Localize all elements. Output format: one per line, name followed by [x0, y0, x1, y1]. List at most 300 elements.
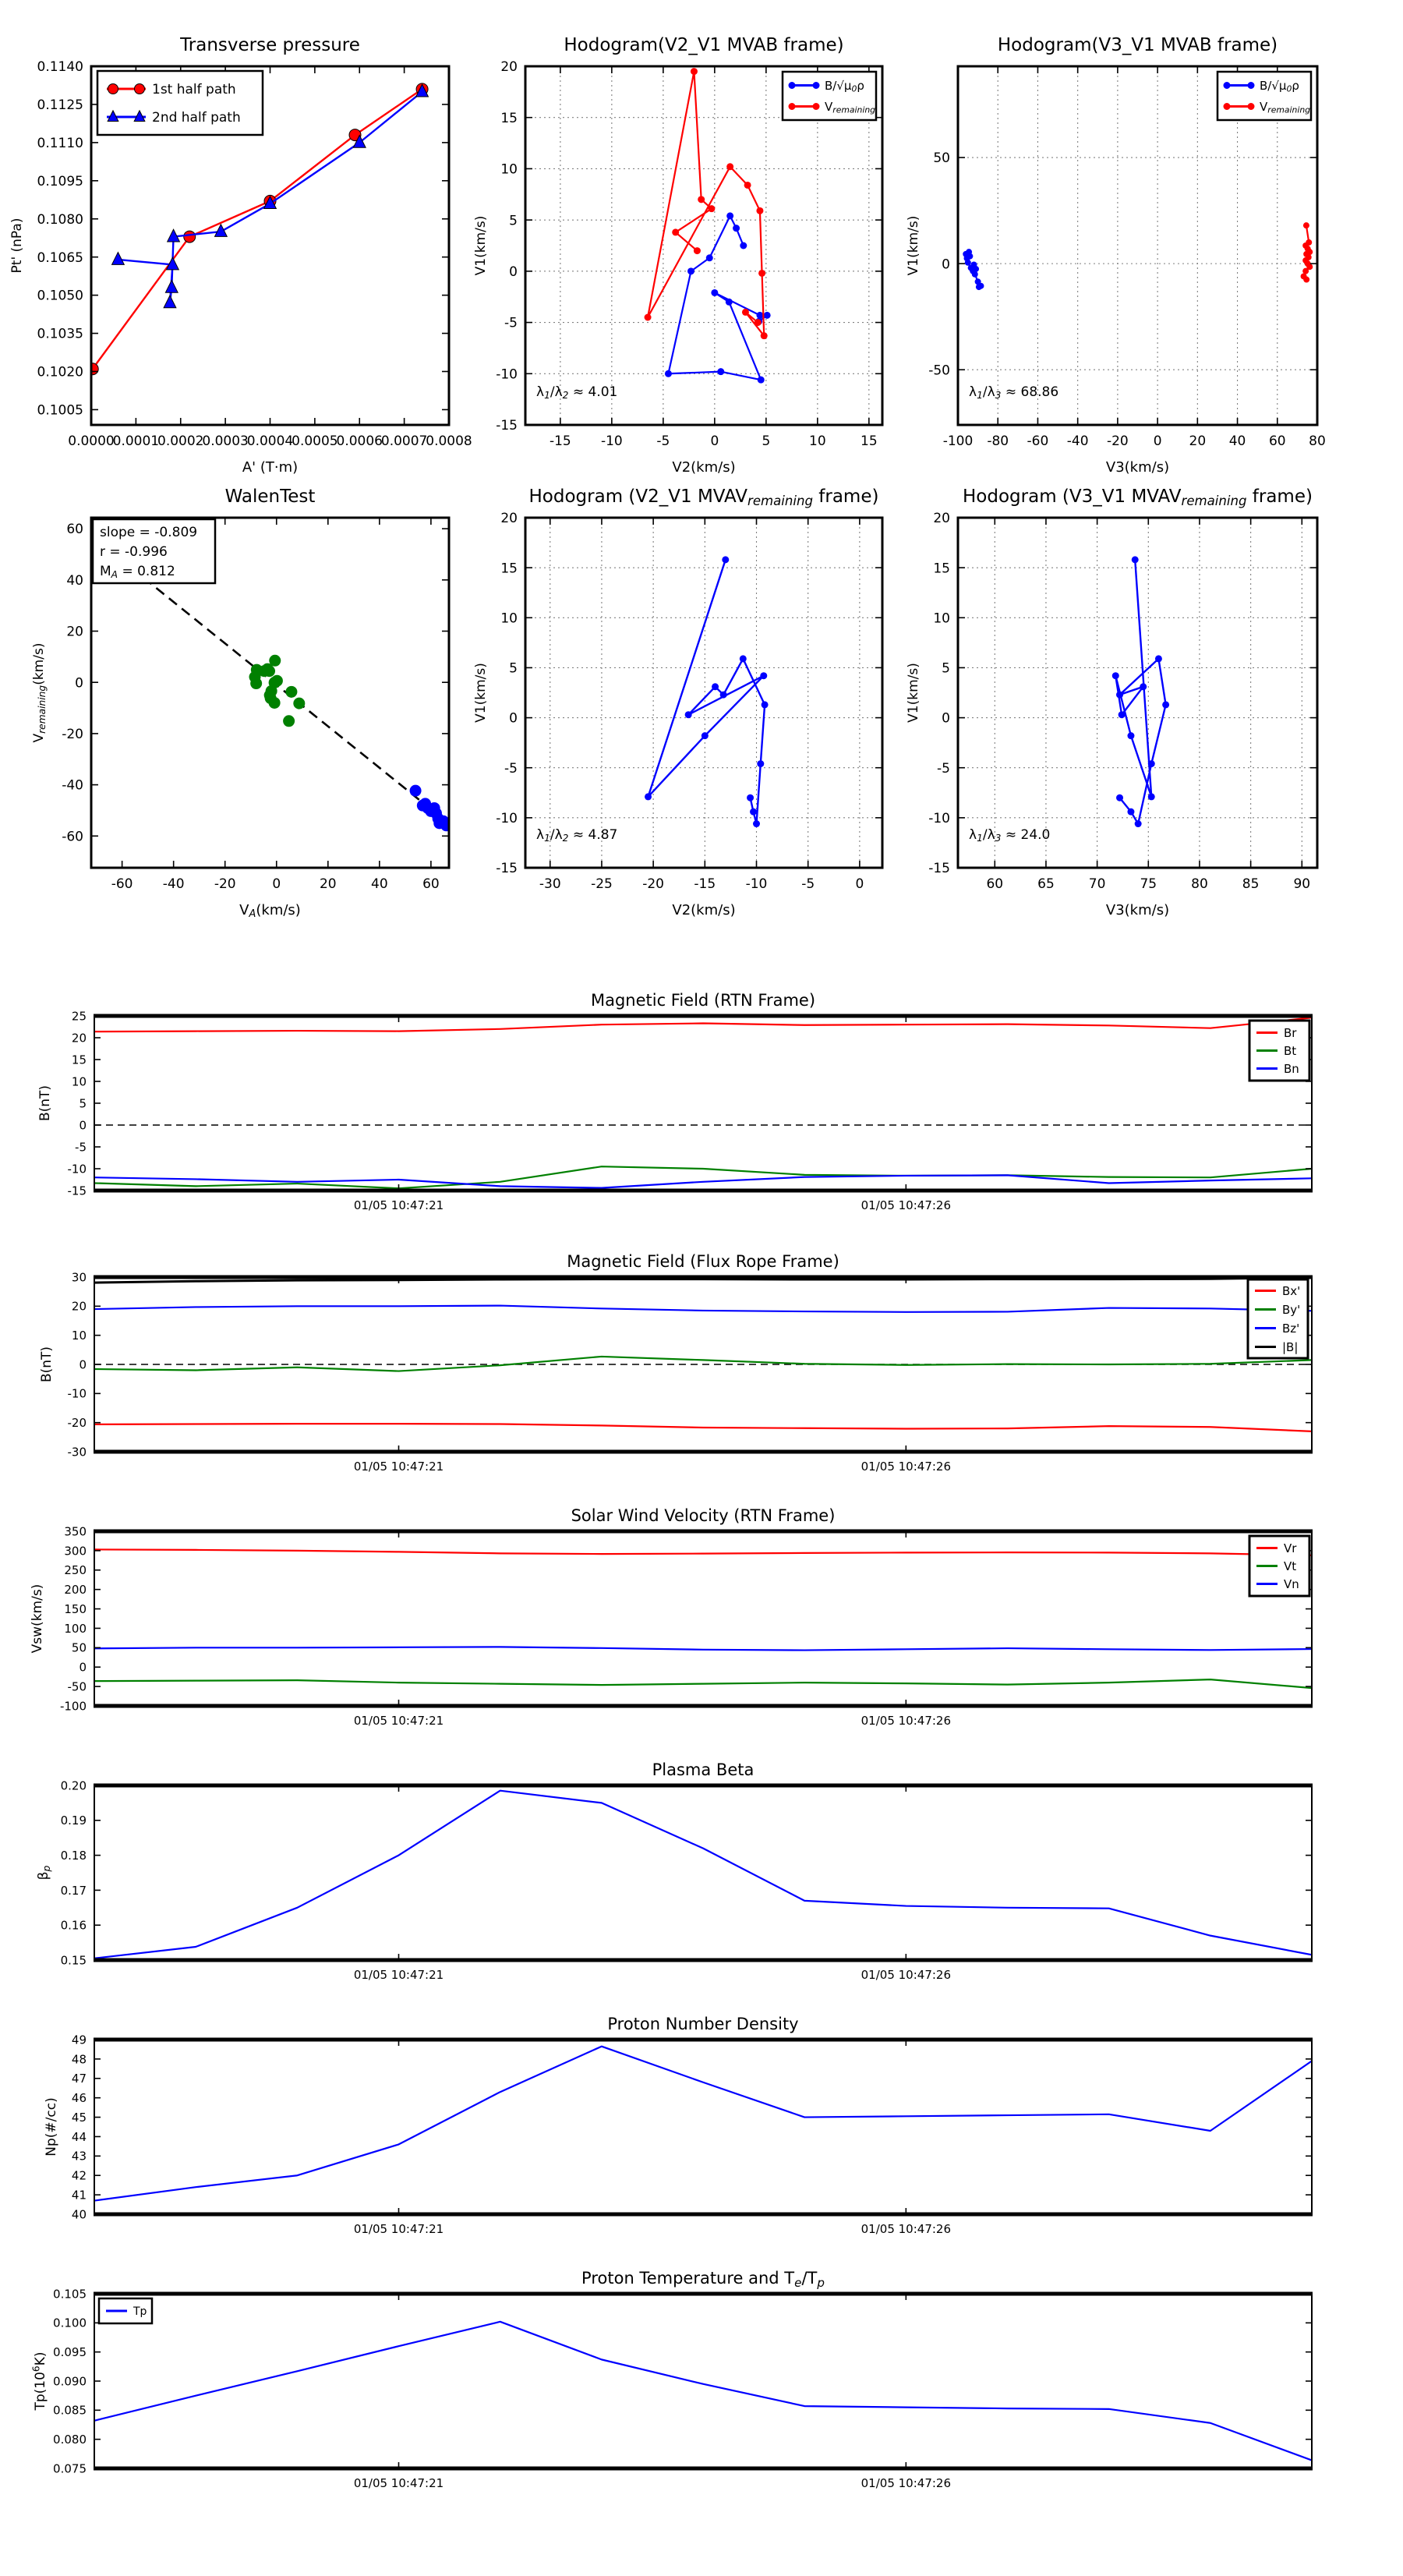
- x-tick-label: -20: [642, 876, 665, 892]
- x-tick-label: -15: [694, 876, 716, 892]
- y-tick-label: 0.1035: [37, 326, 83, 342]
- y-tick-label: 45: [71, 2110, 87, 2125]
- legend-label: Vremaining: [825, 99, 876, 115]
- x-tick-label: -20: [214, 876, 236, 892]
- point-marker: [972, 271, 978, 278]
- x-tick-label: -60: [1027, 433, 1049, 449]
- proton-number-density-ylabel: Np(#/cc): [44, 2097, 59, 2157]
- point-marker: [742, 309, 749, 316]
- y-tick-label: -20: [62, 727, 83, 743]
- solar-wind-velocity-rtn-series-Vt: [94, 1679, 1312, 1688]
- proton-temperature-ylabel: $Tp(10^6K)$: [30, 2351, 48, 2411]
- point-marker: [665, 370, 672, 377]
- annotation-text: r = -0.996: [100, 544, 168, 560]
- point-marker: [1148, 760, 1155, 767]
- point-marker: [685, 711, 692, 718]
- y-tick-label: 0: [79, 1660, 87, 1675]
- x-tick-label: 0.0006: [336, 433, 383, 449]
- y-tick-label: 0: [79, 1118, 87, 1133]
- point-marker: [1248, 82, 1255, 89]
- y-tick-label: 15: [933, 561, 950, 577]
- y-tick-label: 10: [500, 161, 518, 178]
- legend-label: 2nd half path: [152, 110, 241, 126]
- y-tick-label: 10: [933, 610, 950, 627]
- point-marker: [1127, 809, 1134, 816]
- hodogram-v3v1-mvav-ylabel: V1(km/s): [906, 663, 921, 723]
- annotation-text: λ1/λ2 ≈ 4.87: [536, 827, 618, 844]
- point-marker: [285, 686, 297, 698]
- legend-label: Vremaining: [1260, 99, 1311, 115]
- plasma-beta-series-beta-p: [94, 1791, 1312, 1959]
- proton-temperature-series-Tp: [94, 2322, 1312, 2461]
- x-tick-label: -30: [539, 876, 561, 892]
- point-marker: [758, 377, 765, 384]
- y-tick-label: 0.16: [60, 1918, 87, 1933]
- x-tick-label: -5: [801, 876, 815, 892]
- x-tick-label: -25: [591, 876, 613, 892]
- hodogram-v3v1-mvav-annotation: [969, 827, 1050, 844]
- x-tick-label: 01/05 10:47:21: [353, 2222, 444, 2236]
- hodogram-v2v1-mvav-annotation: [536, 827, 617, 844]
- proton-number-density-series-Np: [94, 2047, 1312, 2201]
- axes-frame: [94, 1016, 1312, 1191]
- y-tick-label: 150: [64, 1601, 87, 1616]
- chart-solar-wind-velocity-rtn: [30, 1506, 1313, 1728]
- y-tick-label: 0.1050: [37, 288, 83, 304]
- legend-label: By': [1282, 1302, 1301, 1317]
- point-marker: [691, 68, 698, 75]
- axes-frame: [94, 1785, 1312, 1960]
- chart-hodogram-v3v1-mvav: [906, 487, 1317, 918]
- point-marker: [672, 228, 679, 235]
- point-marker: [1116, 692, 1123, 699]
- point-marker: [973, 266, 979, 272]
- chart-magnetic-field-rtn: [37, 991, 1313, 1212]
- magnetic-field-rtn-ylabel: B(nT): [37, 1085, 53, 1122]
- point-marker: [702, 732, 709, 739]
- hodogram-v3v1-mvav-xlabel: V3(km/s): [1105, 902, 1170, 918]
- chart-proton-number-density: [44, 2015, 1313, 2236]
- x-tick-label: 75: [1140, 876, 1157, 892]
- y-tick-label: 20: [500, 511, 518, 527]
- point-marker: [1135, 820, 1142, 827]
- point-marker: [269, 697, 281, 709]
- transverse-pressure-xlabel: A' (T·m): [242, 459, 299, 476]
- y-tick-label: 20: [933, 511, 950, 527]
- point-marker: [761, 332, 768, 339]
- point-marker: [726, 212, 733, 219]
- y-tick-label: -5: [75, 1140, 87, 1155]
- point-marker: [717, 368, 724, 375]
- hodogram-v3v1-mvab-annotation: [969, 384, 1058, 401]
- y-tick-label: 10: [500, 610, 518, 627]
- legend-label: Tp: [133, 2305, 147, 2319]
- point-marker: [694, 247, 701, 254]
- legend-label: B/√μ0ρ: [825, 78, 864, 94]
- point-marker: [1303, 222, 1309, 228]
- y-tick-label: 10: [71, 1329, 87, 1343]
- point-marker: [108, 84, 118, 94]
- y-tick-label: 0.075: [53, 2461, 87, 2476]
- point-marker: [757, 760, 764, 767]
- hodogram-v3v1-mvab-xlabel: V3(km/s): [1105, 459, 1170, 476]
- x-tick-label: 0.0002: [157, 433, 204, 449]
- point-marker: [1132, 556, 1139, 563]
- legend-label: Vr: [1284, 1541, 1297, 1555]
- magnetic-field-rtn-series-Br: [94, 1017, 1312, 1031]
- point-marker: [87, 363, 98, 375]
- chart-hodogram-v3v1-mvab: [906, 35, 1326, 476]
- proton-temperature-legend: [99, 2298, 152, 2323]
- x-tick-label: -5: [656, 433, 670, 449]
- y-tick-label: -5: [937, 760, 950, 777]
- point-marker: [1224, 82, 1231, 89]
- walen-test-title: WalenTest: [224, 487, 316, 507]
- point-marker: [698, 196, 705, 203]
- x-tick-label: 40: [371, 876, 388, 892]
- point-marker: [726, 299, 733, 306]
- point-marker: [706, 254, 713, 261]
- magnetic-field-fluxrope-series-Bx': [94, 1424, 1312, 1431]
- x-tick-label: 0.0005: [292, 433, 338, 449]
- y-tick-label: 48: [71, 2052, 87, 2067]
- legend-label: Bn: [1284, 1061, 1299, 1076]
- x-tick-label: 01/05 10:47:26: [861, 1968, 952, 1982]
- legend-label: Vt: [1284, 1559, 1297, 1573]
- point-marker: [1119, 711, 1126, 718]
- x-tick-label: -40: [1066, 433, 1089, 449]
- x-tick-label: 85: [1242, 876, 1260, 892]
- point-marker: [1162, 701, 1169, 708]
- x-tick-label: 70: [1088, 876, 1106, 892]
- hodogram-v2v1-mvav-series-V-hodogram: [648, 560, 765, 824]
- x-tick-label: 65: [1037, 876, 1055, 892]
- y-tick-label: -10: [67, 1386, 87, 1401]
- point-marker: [1248, 103, 1255, 110]
- point-marker: [726, 163, 733, 170]
- y-tick-label: 50: [933, 150, 950, 167]
- x-tick-label: -100: [942, 433, 974, 449]
- y-tick-label: 250: [64, 1563, 87, 1578]
- hodogram-v2v1-mvab-series-B-sqrt-mu0rho: [668, 216, 767, 380]
- point-marker: [645, 314, 652, 321]
- y-tick-label: 10: [71, 1074, 87, 1089]
- walen-test-annotation: [93, 519, 215, 583]
- x-tick-label: 0: [272, 876, 281, 892]
- x-tick-label: 01/05 10:47:26: [861, 2476, 952, 2490]
- walen-test-xlabel: VA(km/s): [239, 902, 301, 921]
- annotation-text: MA = 0.812: [100, 564, 175, 581]
- point-marker: [1224, 103, 1231, 110]
- point-marker: [135, 84, 145, 94]
- y-tick-label: -50: [67, 1679, 87, 1694]
- legend-label: B/√μ0ρ: [1260, 78, 1299, 94]
- y-tick-label: -10: [496, 810, 518, 826]
- x-tick-label: 0.0000: [68, 433, 115, 449]
- hodogram-v3v1-mvab-ylabel: V1(km/s): [906, 215, 921, 276]
- y-tick-label: 0.1095: [37, 173, 83, 189]
- y-tick-label: 25: [71, 1009, 87, 1024]
- y-tick-label: 0.090: [53, 2374, 87, 2389]
- triangle-marker: [164, 295, 176, 308]
- solar-wind-velocity-rtn-ylabel: Vsw(km/s): [30, 1583, 45, 1654]
- point-marker: [756, 207, 763, 214]
- hodogram-v3v1-mvav-series-V-hodogram: [1115, 560, 1165, 824]
- x-tick-label: 15: [861, 433, 878, 449]
- point-marker: [1148, 793, 1155, 800]
- axes-frame: [94, 2294, 1312, 2468]
- x-tick-label: -40: [162, 876, 185, 892]
- y-tick-label: 0: [509, 264, 518, 280]
- y-tick-label: -15: [928, 861, 950, 877]
- point-marker: [1155, 655, 1162, 662]
- point-marker: [184, 231, 196, 242]
- y-tick-label: -20: [67, 1416, 87, 1431]
- point-marker: [965, 260, 971, 266]
- point-marker: [250, 678, 262, 689]
- y-tick-label: 0: [79, 1357, 87, 1372]
- solar-wind-velocity-rtn-series-Vn: [94, 1647, 1312, 1650]
- point-marker: [762, 701, 769, 708]
- y-tick-label: 0.105: [53, 2287, 87, 2302]
- annotation-text: λ1/λ2 ≈ 4.01: [536, 384, 618, 402]
- y-tick-label: 40: [66, 572, 83, 589]
- triangle-marker: [215, 225, 228, 237]
- x-tick-label: 80: [1191, 876, 1208, 892]
- point-marker: [789, 103, 796, 110]
- y-tick-label: 0: [942, 257, 950, 273]
- transverse-pressure-ylabel: Pt' (nPa): [9, 218, 25, 274]
- hodogram-v3v1-mvab-title: Hodogram(V3_V1 MVAB frame): [997, 35, 1278, 55]
- hodogram-v2v1-mvab-legend: [783, 72, 876, 120]
- proton-number-density-title: Proton Number Density: [607, 2015, 799, 2033]
- y-tick-label: 5: [509, 660, 518, 677]
- y-tick-label: 0.100: [53, 2316, 87, 2330]
- x-tick-label: 01/05 10:47:26: [861, 2222, 952, 2236]
- x-tick-label: 60: [422, 876, 440, 892]
- solar-wind-velocity-rtn-title: Solar Wind Velocity (RTN Frame): [571, 1506, 836, 1525]
- point-marker: [1140, 683, 1147, 690]
- point-marker: [813, 82, 820, 89]
- y-tick-label: 200: [64, 1583, 87, 1598]
- x-tick-label: -80: [987, 433, 1009, 449]
- point-marker: [758, 270, 765, 277]
- point-marker: [740, 655, 747, 662]
- point-marker: [711, 289, 718, 296]
- x-tick-label: 0: [855, 876, 864, 892]
- y-tick-label: -10: [928, 810, 950, 826]
- y-tick-label: 44: [71, 2129, 87, 2144]
- point-marker: [712, 683, 719, 690]
- walen-test-ylabel: Vremaining(km/s): [31, 642, 48, 743]
- y-tick-label: -15: [496, 861, 518, 877]
- magnetic-field-fluxrope-legend: [1248, 1279, 1308, 1358]
- hodogram-v2v1-mvab-title: Hodogram(V2_V1 MVAB frame): [564, 35, 844, 55]
- x-tick-label: 01/05 10:47:21: [353, 1968, 444, 1982]
- y-tick-label: 20: [71, 1299, 87, 1314]
- hodogram-v3v1-mvav-title: Hodogram (V3_V1 MVAVremaining frame): [963, 487, 1313, 509]
- x-tick-label: 01/05 10:47:26: [861, 1198, 952, 1212]
- legend-label: Bx': [1282, 1283, 1301, 1298]
- y-tick-label: 0.19: [60, 1813, 87, 1828]
- point-marker: [708, 205, 715, 212]
- y-tick-label: 20: [66, 624, 83, 640]
- legend-label: Bt: [1284, 1043, 1297, 1058]
- x-tick-label: 0.0004: [246, 433, 294, 449]
- legend-label: Br: [1284, 1025, 1297, 1040]
- x-tick-label: 90: [1293, 876, 1311, 892]
- transverse-pressure-title: Transverse pressure: [180, 35, 360, 55]
- point-marker: [967, 253, 973, 260]
- annotation-text: λ1/λ3 ≈ 24.0: [969, 827, 1051, 844]
- hodogram-v2v1-mvab-ylabel: V1(km/s): [473, 215, 489, 276]
- y-tick-label: 0.1020: [37, 364, 83, 380]
- y-tick-label: -15: [496, 418, 518, 434]
- solar-wind-velocity-rtn-legend: [1249, 1536, 1309, 1596]
- y-tick-label: 20: [500, 59, 518, 76]
- x-tick-label: 0: [1153, 433, 1162, 449]
- y-tick-label: -50: [928, 363, 950, 379]
- y-tick-label: 5: [942, 660, 950, 677]
- y-tick-label: 0.20: [60, 1778, 87, 1793]
- hodogram-v2v1-mvav-title: Hodogram (V2_V1 MVAVremaining frame): [528, 487, 879, 509]
- x-tick-label: 20: [1189, 433, 1207, 449]
- y-tick-label: 0.1065: [37, 249, 83, 266]
- hodogram-v2v1-mvav-ylabel: V1(km/s): [473, 663, 489, 723]
- point-marker: [789, 82, 796, 89]
- chart-hodogram-v2v1-mvav: [473, 487, 882, 918]
- triangle-marker: [165, 280, 178, 292]
- x-tick-label: -60: [111, 876, 133, 892]
- point-marker: [1303, 277, 1309, 283]
- point-marker: [1302, 268, 1309, 274]
- point-marker: [687, 267, 694, 274]
- y-tick-label: 30: [71, 1270, 87, 1285]
- y-tick-label: 49: [71, 2033, 87, 2047]
- plasma-beta-title: Plasma Beta: [652, 1760, 755, 1779]
- x-tick-label: 01/05 10:47:21: [353, 1460, 444, 1474]
- magnetic-field-fluxrope-title: Magnetic Field (Flux Rope Frame): [567, 1252, 839, 1271]
- y-tick-label: 0.1080: [37, 211, 83, 228]
- legend-label: Vn: [1284, 1576, 1299, 1591]
- x-tick-label: 01/05 10:47:26: [861, 1714, 952, 1728]
- y-tick-label: 0: [75, 675, 83, 692]
- point-marker: [755, 319, 762, 326]
- magnetic-field-fluxrope-series-Bz': [94, 1306, 1312, 1312]
- y-tick-label: 20: [71, 1031, 87, 1046]
- y-tick-label: 0.080: [53, 2433, 87, 2447]
- y-tick-label: -10: [67, 1162, 87, 1177]
- hodogram-v2v1-mvav-xlabel: V2(km/s): [672, 902, 736, 918]
- point-marker: [645, 793, 652, 800]
- x-tick-label: 40: [1228, 433, 1246, 449]
- point-marker: [750, 809, 757, 816]
- y-tick-label: -15: [67, 1184, 87, 1198]
- y-tick-label: 0.1110: [37, 135, 83, 151]
- y-tick-label: -100: [59, 1699, 87, 1714]
- point-marker: [977, 283, 984, 289]
- y-tick-label: 0: [942, 710, 950, 727]
- point-marker: [722, 556, 729, 563]
- point-marker: [410, 785, 422, 797]
- y-tick-label: 0: [509, 710, 518, 727]
- x-tick-label: 01/05 10:47:26: [861, 1460, 952, 1474]
- x-tick-label: 5: [762, 433, 771, 449]
- y-tick-label: 15: [71, 1053, 87, 1067]
- axes-frame: [525, 518, 882, 868]
- x-tick-label: 01/05 10:47:21: [353, 2476, 444, 2490]
- y-tick-label: 15: [500, 110, 518, 126]
- x-tick-label: 01/05 10:47:21: [353, 1198, 444, 1212]
- y-tick-label: 300: [64, 1544, 87, 1559]
- magnetic-field-rtn-series-Bt: [94, 1166, 1312, 1188]
- x-tick-label: -10: [600, 433, 623, 449]
- point-marker: [1112, 672, 1119, 679]
- point-marker: [262, 663, 274, 675]
- y-tick-label: 0.1005: [37, 402, 83, 419]
- x-tick-label: -20: [1106, 433, 1129, 449]
- x-tick-label: 0.0003: [202, 433, 249, 449]
- legend-label: |B|: [1282, 1339, 1299, 1354]
- chart-transverse-pressure: [9, 35, 472, 476]
- point-marker: [756, 312, 763, 319]
- y-tick-label: 47: [71, 2072, 87, 2086]
- point-marker: [720, 692, 727, 699]
- y-tick-label: 0.085: [53, 2403, 87, 2418]
- y-tick-label: -5: [504, 760, 518, 777]
- magnetic-field-fluxrope-ylabel: B(nT): [39, 1346, 55, 1383]
- x-tick-label: -10: [745, 876, 768, 892]
- point-marker: [744, 182, 751, 189]
- x-tick-label: 0.0008: [426, 433, 472, 449]
- y-tick-label: 0.1125: [37, 97, 83, 114]
- point-marker: [283, 715, 295, 727]
- magnetic-field-rtn-title: Magnetic Field (RTN Frame): [590, 991, 816, 1010]
- y-tick-label: 0.095: [53, 2345, 87, 2360]
- axes-frame: [94, 2040, 1312, 2214]
- legend-label: Bz': [1282, 1321, 1300, 1336]
- y-tick-label: 5: [79, 1096, 87, 1111]
- x-tick-label: 0.0001: [112, 433, 160, 449]
- annotation-text: slope = -0.809: [100, 525, 198, 540]
- x-tick-label: 0.0007: [380, 433, 428, 449]
- x-tick-label: 10: [809, 433, 826, 449]
- chart-hodogram-v2v1-mvab: [473, 35, 882, 476]
- y-tick-label: 15: [500, 561, 518, 577]
- point-marker: [293, 698, 305, 709]
- y-tick-label: 50: [71, 1640, 87, 1655]
- y-tick-label: 40: [71, 2207, 87, 2222]
- hodogram-v3v1-mvab-legend: [1217, 72, 1311, 120]
- y-tick-label: 0.15: [60, 1953, 87, 1968]
- point-marker: [747, 794, 754, 801]
- triangle-marker: [112, 253, 125, 265]
- chart-magnetic-field-fluxrope: [39, 1252, 1313, 1474]
- point-marker: [760, 672, 767, 679]
- chart-walen-test: [31, 487, 452, 920]
- y-tick-label: 0.17: [60, 1883, 87, 1898]
- point-marker: [740, 242, 747, 249]
- point-marker: [753, 820, 760, 827]
- transverse-pressure-legend: [97, 71, 263, 135]
- chart-plasma-beta: [36, 1760, 1313, 1982]
- x-tick-label: 01/05 10:47:21: [353, 1714, 444, 1728]
- proton-temperature-title: Proton Temperature and Te/Tp: [581, 2269, 825, 2290]
- y-tick-label: -40: [62, 777, 83, 794]
- y-tick-label: 60: [66, 522, 83, 538]
- hodogram-v2v1-mvab-series-V-remaining: [648, 72, 764, 336]
- point-marker: [733, 225, 740, 232]
